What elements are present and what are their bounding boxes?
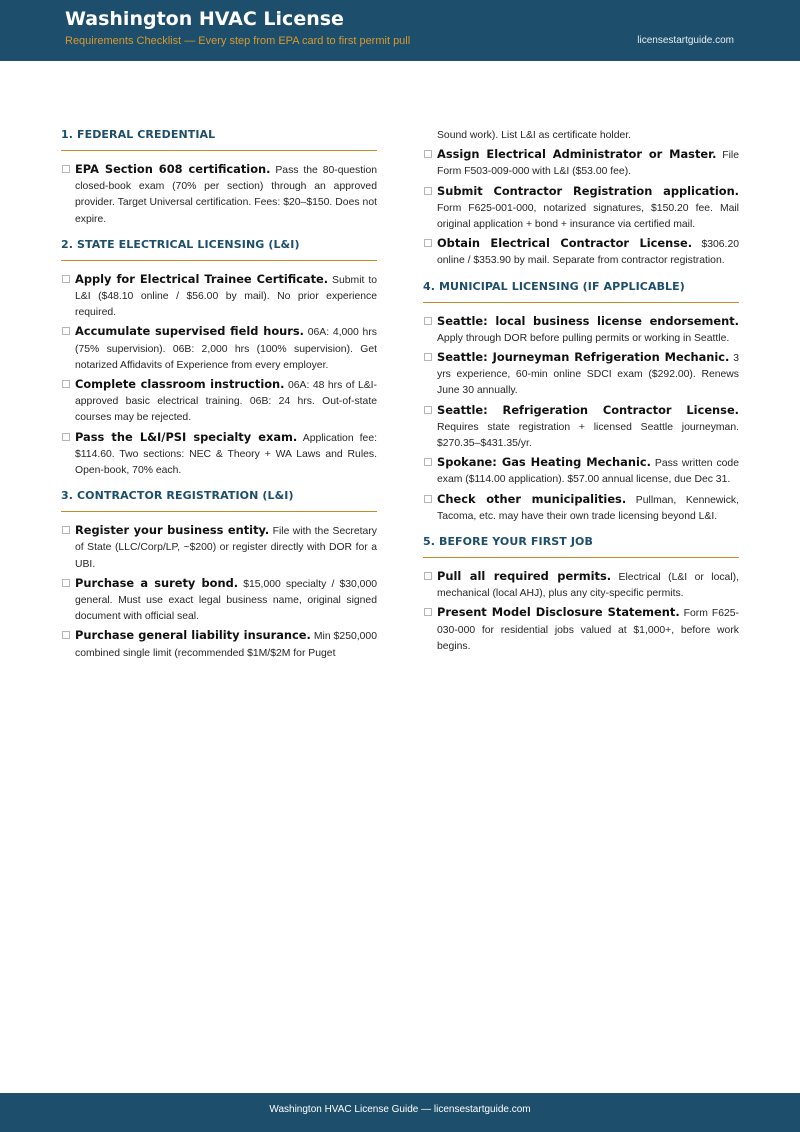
checklist-item <box>61 575 377 626</box>
checkbox-icon[interactable] <box>62 165 70 173</box>
checklist-section <box>423 146 739 269</box>
item-heading: Spokane: Gas Heating Mechanic. <box>437 455 651 470</box>
item-heading: Seattle: local business license endorsement. <box>437 313 739 328</box>
item-heading: Present Model Disclosure Statement. <box>437 605 680 620</box>
checkbox-icon[interactable] <box>62 579 70 587</box>
item-description: File with the Secretary of State (LLC/Corp/LP, ~$200) or register directly with DOR for a UBI. <box>75 526 377 570</box>
checkbox-icon[interactable] <box>424 150 432 158</box>
item-description: Pass written code exam ($114.00 application). $57.00 annual license, due Dec 31. <box>437 458 739 486</box>
section-title: 3. CONTRACTOR REGISTRATION (L&I) <box>61 489 377 512</box>
item-heading: Apply for Electrical Trainee Certificate. <box>75 271 329 286</box>
item-description: Submit to L&I ($48.10 online / $56.00 by mail). No prior experience required. <box>75 274 377 319</box>
section-title: 5. BEFORE YOUR FIRST JOB <box>423 535 739 558</box>
checklist-item <box>423 402 739 453</box>
checklist-section <box>423 280 739 525</box>
checkbox-icon[interactable] <box>424 572 432 580</box>
checklist-item <box>61 271 377 322</box>
checkbox-icon[interactable] <box>62 433 70 441</box>
checkbox-icon[interactable] <box>62 380 70 388</box>
item-heading: Register your business entity. <box>75 523 270 538</box>
checklist-item <box>423 146 739 180</box>
left-column <box>61 128 377 672</box>
item-heading: Check other municipalities. <box>437 491 627 506</box>
checklist-section <box>61 238 377 479</box>
item-description: $15,000 specialty / $30,000 general. Must use exact legal business name, original signed document with official seal. <box>75 578 378 623</box>
checklist-item <box>61 376 377 427</box>
item-description: 06A: 4,000 hrs (75% supervision). 06B: 2,000 hrs (100% supervision). Get notarized Affidavits of Experience from every employer. <box>75 327 377 371</box>
checklist-item <box>423 183 739 234</box>
checklist-section <box>423 535 739 655</box>
item-description: Electrical (L&I or local), mechanical (local AHJ), plus any city-specific permits. <box>437 572 739 600</box>
checklist-item <box>423 313 739 347</box>
checklist-item <box>423 568 739 602</box>
item-heading: Complete classroom instruction. <box>75 377 285 392</box>
checklist-item <box>423 349 739 400</box>
item-description: Form F625-030-000 for residential jobs valued at $1,000+, before work begins. <box>437 608 739 652</box>
checklist-section <box>61 489 377 662</box>
right-column <box>423 128 739 665</box>
item-heading: Accumulate supervised field hours. <box>75 324 304 339</box>
page-subtitle: Requirements Checklist — Every step from EPA card to first permit pull <box>65 35 411 47</box>
checkbox-icon[interactable] <box>424 406 432 414</box>
item-heading: Purchase general liability insurance. <box>75 628 311 643</box>
checkbox-icon[interactable] <box>62 526 70 534</box>
checkbox-icon[interactable] <box>424 239 432 247</box>
page-title: Washington HVAC License <box>65 8 344 30</box>
checklist-item <box>61 161 377 228</box>
checkbox-icon[interactable] <box>424 353 432 361</box>
item-heading: Pass the L&I/PSI specialty exam. <box>75 429 298 444</box>
checklist-item <box>61 627 377 661</box>
page-header <box>0 0 800 61</box>
checkbox-icon[interactable] <box>424 608 432 616</box>
checkbox-icon[interactable] <box>424 495 432 503</box>
section-title: 4. MUNICIPAL LICENSING (IF APPLICABLE) <box>423 280 739 303</box>
checklist-item <box>61 323 377 374</box>
item-heading: Assign Electrical Administrator or Master. <box>437 147 717 162</box>
item-description: Apply through DOR before pulling permits or working in Seattle. <box>437 332 730 344</box>
item-description: Form F625-001-000, notarized signatures, $150.20 fee. Mail original application + bond + insurance via certified mail. <box>437 202 739 231</box>
section-title: 2. STATE ELECTRICAL LICENSING (L&I) <box>61 238 377 261</box>
item-heading: Submit Contractor Registration application. <box>437 183 739 198</box>
checkbox-icon[interactable] <box>62 327 70 335</box>
checklist-item <box>423 454 739 488</box>
checkbox-icon[interactable] <box>424 187 432 195</box>
item-description: 3 yrs experience, 60-min online SDCI exam ($292.00). Renews June 30 annually. <box>437 353 739 397</box>
item-heading: Seattle: Refrigeration Contractor License. <box>437 402 739 417</box>
item-description: Pass the 80-question closed-book exam (70% per section) through an approved provider. Target Universal certification. Fees: $20–$150. Does not expire. <box>75 165 377 225</box>
section-title: 1. FEDERAL CREDENTIAL <box>61 128 377 151</box>
checkbox-icon[interactable] <box>424 317 432 325</box>
item-heading: Obtain Electrical Contractor License. <box>437 236 693 251</box>
item-description: Pullman, Kennewick, Tacoma, etc. may have their own trade licensing beyond L&I. <box>437 494 739 522</box>
checklist-item <box>61 522 377 573</box>
item-heading: Pull all required permits. <box>437 569 612 584</box>
item-description: Application fee: $114.60. Two sections: NEC & Theory + WA Laws and Rules. Open-book, 70% each. <box>75 432 377 477</box>
item-heading: EPA Section 608 certification. <box>75 162 271 176</box>
item-description: $306.20 online / $353.90 by mail. Separate from contractor registration. <box>437 239 739 267</box>
item-description: 06A: 48 hrs of L&I-approved basic electrical training. 06B: 24 hrs. Out-of-state courses may be rejected. <box>75 380 377 424</box>
checkbox-icon[interactable] <box>424 458 432 466</box>
checkbox-icon[interactable] <box>62 631 70 639</box>
item-description: File Form F503-009-000 with L&I ($53.00 fee). <box>437 150 739 178</box>
checkbox-icon[interactable] <box>62 275 70 283</box>
item-description: Min $250,000 combined single limit (recommended $1M/$2M for Puget <box>75 631 377 659</box>
checklist-item <box>423 491 739 525</box>
item-heading: Purchase a surety bond. <box>75 575 239 590</box>
footer-text: Washington HVAC License Guide — licensestartguide.com <box>269 1104 531 1115</box>
page-footer <box>0 1093 800 1132</box>
continuation-text: Sound work). List L&I as certificate holder. <box>437 130 632 141</box>
item-heading: Seattle: Journeyman Refrigeration Mechanic. <box>437 350 730 365</box>
item-description: Requires state registration + licensed Seattle journeyman. $270.35–$431.35/yr. <box>437 421 739 450</box>
checklist-section <box>61 128 377 228</box>
checklist-item <box>61 429 377 480</box>
site-name: licensestartguide.com <box>637 35 734 46</box>
checklist-item <box>423 235 739 269</box>
checklist-item <box>423 604 739 655</box>
